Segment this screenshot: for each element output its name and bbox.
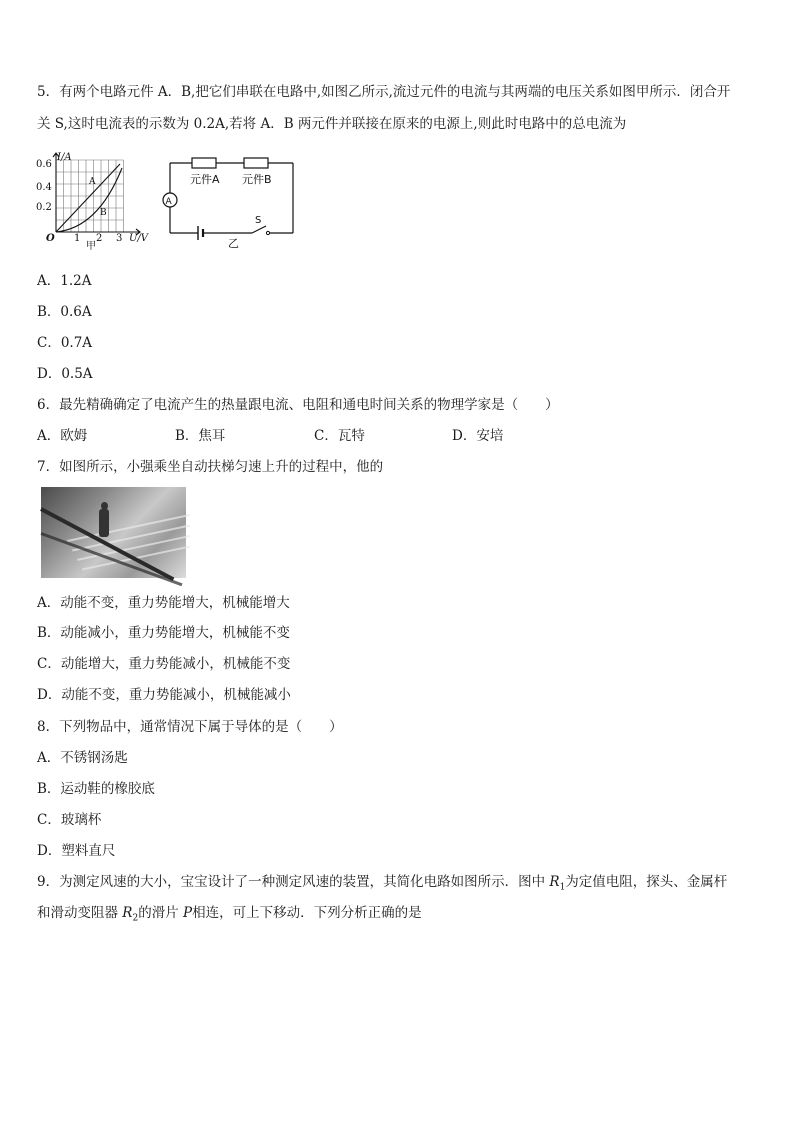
q7-option-b: B．动能减小，重力势能增大，机械能不变 (37, 625, 290, 641)
q8-stem: 8．下列物品中，通常情况下属于导体的是（ ） (37, 719, 343, 735)
q9-text-2a: 和滑动变阻器 (37, 905, 123, 921)
q6-option-a: A．欧姆 (37, 428, 88, 444)
q8-option-b: B．运动鞋的橡胶底 (37, 781, 155, 797)
graph-caption: 甲 (86, 241, 96, 252)
curve-a-line (56, 164, 120, 232)
q6-option-c: C．瓦特 (314, 428, 365, 444)
curve-b-label: B (100, 208, 107, 218)
q7-option-d: D．动能不变，重力势能减小，机械能减小 (37, 687, 291, 703)
component-a-label: 元件A (190, 173, 220, 186)
circuit-caption: 乙 (228, 237, 239, 250)
r2-symbol: R (122, 905, 133, 921)
x-tick-1: 1 (74, 233, 81, 244)
escalator-photo (41, 487, 186, 578)
q5-stem-line1: 5．有两个电路元件 A．B,把它们串联在电路中,如图乙所示,流过元件的电流与其两端的电压关系如图甲所示．闭合开 (37, 84, 731, 100)
q5-option-c: C．0.7A (37, 335, 93, 351)
q9-stem-line1 (37, 873, 727, 897)
ammeter-label: A (165, 197, 172, 207)
q5-option-a: A．1.2A (37, 273, 92, 289)
q6-option-d: D．安培 (452, 428, 504, 444)
q5-option-d: D．0.5A (37, 366, 93, 382)
q9-text-1a: 9．为测定风速的大小，宝宝设计了一种测定风速的装置，其简化电路如图所示．图中 (37, 874, 550, 890)
y-tick-0-6: 0.6 (36, 159, 52, 170)
q5-option-b: B．0.6A (37, 304, 92, 320)
q5-stem-line2: 关 S,这时电流表的示数为 0.2A,若将 A．B 两元件并联接在原来的电源上,则此时电路中的总电流为 (37, 116, 627, 132)
origin-label: O (46, 233, 55, 244)
component-b-label: 元件B (242, 173, 272, 186)
q8-option-a: A．不锈钢汤匙 (37, 750, 128, 766)
q7-option-a: A．动能不变，重力势能增大，机械能增大 (37, 595, 290, 611)
q7-stem: 7．如图所示，小强乘坐自动扶梯匀速上升的过程中，他的 (37, 459, 384, 475)
q8-option-d: D．塑料直尺 (37, 843, 116, 859)
q6-option-b: B．焦耳 (175, 428, 226, 444)
q7-option-c: C．动能增大，重力势能减小，机械能不变 (37, 656, 291, 672)
circuit-diagram (160, 153, 300, 250)
q9-text-2c: 相连，可上下移动．下列分析正确的是 (192, 905, 422, 921)
r2-subscript: 2 (132, 913, 139, 924)
r1-symbol: R (549, 874, 560, 890)
x-tick-2: 2 (96, 233, 103, 244)
p-symbol: P (183, 905, 193, 921)
x-tick-3: 3 (116, 233, 123, 244)
q9-text-1b: 为定值电阻，探头、金属杆 (565, 874, 728, 890)
x-axis-label: U/V (129, 233, 149, 244)
q6-stem: 6．最先精确确定了电流产生的热量跟电流、电阻和通电时间关系的物理学家是（ ） (37, 397, 559, 413)
y-tick-0-2: 0.2 (36, 202, 52, 213)
q9-stem-line2 (37, 904, 422, 928)
r1-subscript: 1 (559, 882, 566, 893)
curve-a-label: A (89, 177, 96, 187)
iv-graph (36, 152, 154, 252)
y-axis-label: I/A (57, 152, 72, 163)
q9-text-2b: 的滑片 (138, 905, 183, 921)
switch-label: S (255, 215, 262, 226)
y-tick-0-4: 0.4 (36, 182, 52, 193)
q8-option-c: C．玻璃杯 (37, 812, 102, 828)
